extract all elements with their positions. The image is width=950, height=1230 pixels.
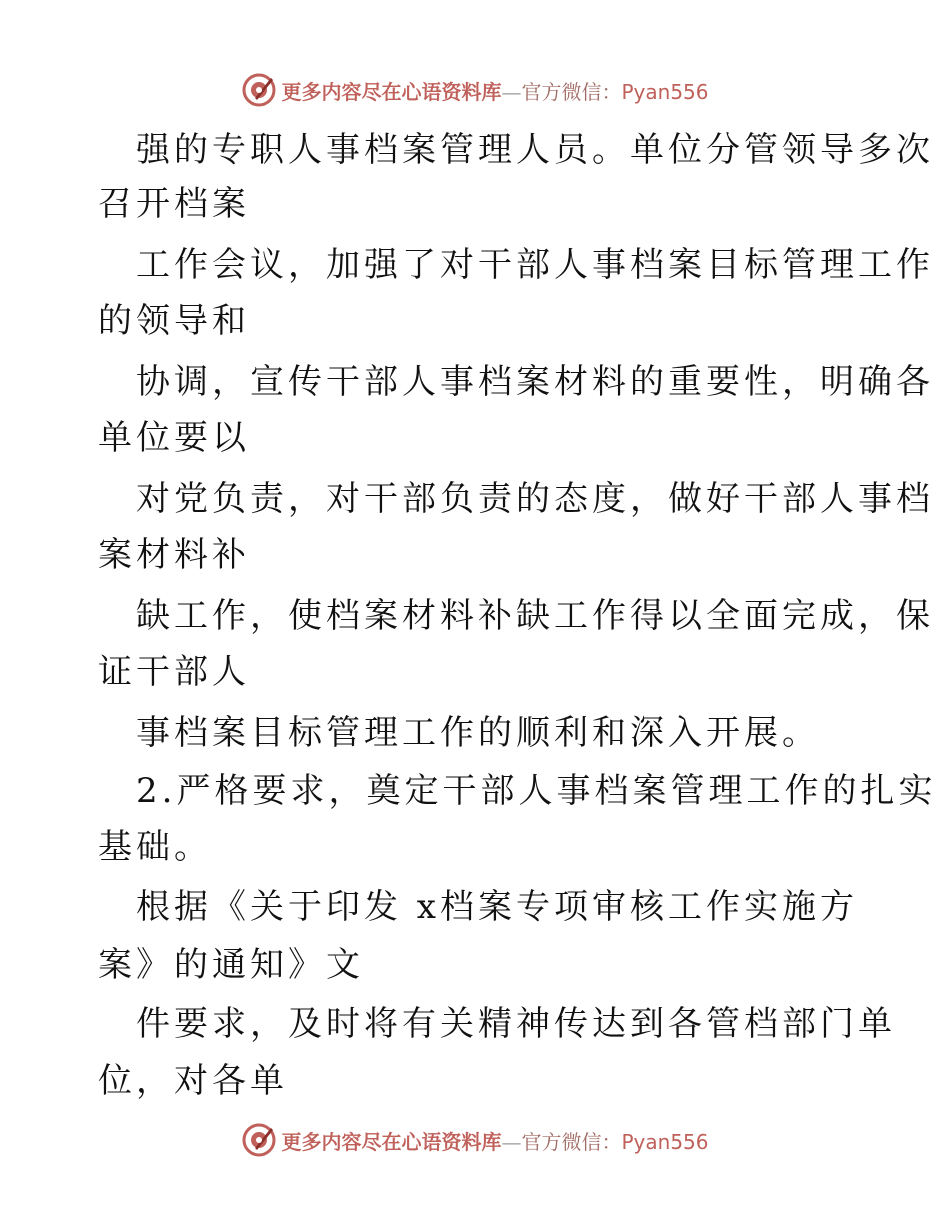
body-line: 根据《关于印发 x档案专项审核工作实施方 (136, 887, 858, 927)
body-line: 基础。 (98, 827, 212, 867)
body-line: 缺工作，使档案材料补缺工作得以全面完成，保 (136, 596, 934, 636)
body-line: 单位要以 (98, 418, 250, 458)
banner-dash: — (501, 1129, 522, 1154)
banner-wechat-label: 官方微信： (521, 1129, 622, 1154)
banner-text (281, 1126, 708, 1155)
header-banner (0, 70, 950, 110)
pen-logo-icon (241, 72, 277, 108)
banner-wechat-id: Pyan556 (621, 1129, 709, 1154)
banner-wechat-id: Pyan556 (621, 79, 709, 104)
body-line: 强的专职人事档案管理人员。单位分管领导多次 (136, 130, 934, 170)
body-line: 协调，宣传干部人事档案材料的重要性，明确各 (136, 362, 934, 402)
pen-logo-icon (241, 1122, 277, 1158)
body-line: 案材料补 (98, 535, 250, 575)
body-line: 位，对各单 (98, 1061, 288, 1101)
body-line: 证干部人 (98, 652, 250, 692)
body-line: 件要求，及时将有关精神传达到各管档部门单 (136, 1004, 896, 1044)
banner-title: 更多内容尽在心语资料库 (281, 79, 502, 104)
banner-dash: — (501, 79, 522, 104)
footer-banner (0, 1120, 950, 1160)
banner-title: 更多内容尽在心语资料库 (281, 1129, 502, 1154)
body-line: 召开档案 (98, 184, 250, 224)
body-line: 工作会议，加强了对干部人事档案目标管理工作 (136, 245, 934, 285)
body-line: 对党负责，对干部负责的态度，做好干部人事档 (136, 479, 934, 519)
body-line: 事档案目标管理工作的顺利和深入开展。 (136, 713, 820, 753)
body-line: 2.严格要求，奠定干部人事档案管理工作的扎实 (136, 771, 937, 811)
banner-wechat-label: 官方微信： (521, 79, 622, 104)
banner-text (281, 76, 708, 105)
body-line: 案》的通知》文 (98, 945, 364, 985)
body-line: 的领导和 (98, 301, 250, 341)
